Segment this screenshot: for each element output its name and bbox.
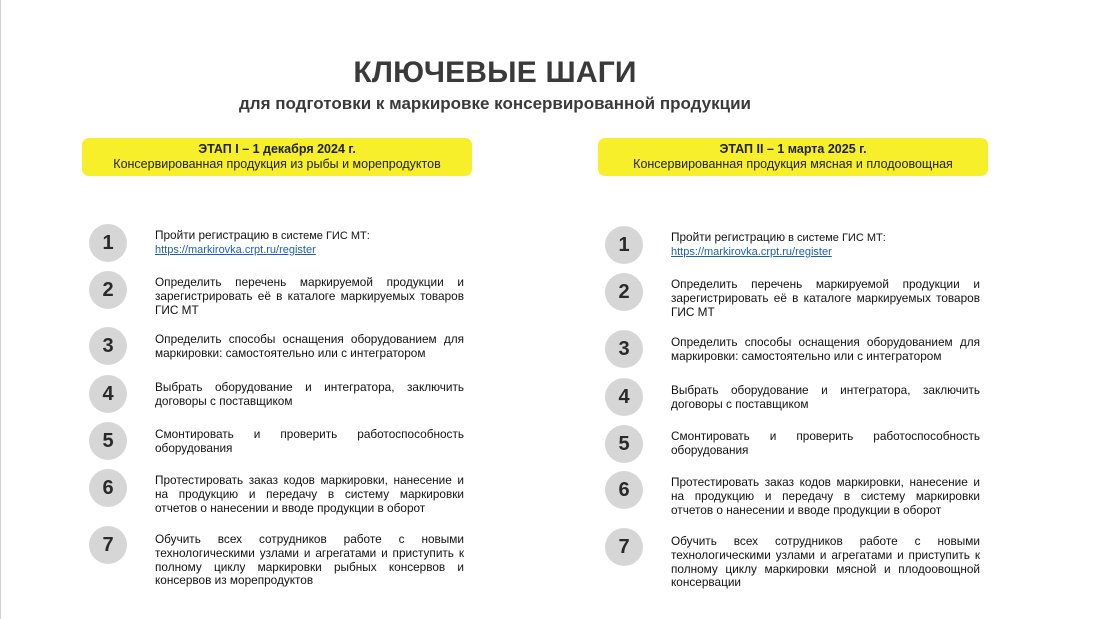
stage-2-subtitle: Консервированная продукция мясная и плодоовощная xyxy=(633,157,953,171)
page-title: КЛЮЧЕВЫЕ ШАГИ xyxy=(353,56,637,89)
step-number-badge: 1 xyxy=(605,226,643,264)
stage-1-column xyxy=(82,138,472,588)
step-text xyxy=(671,231,980,260)
step-text: Смонтировать и проверить работоспособность оборудования xyxy=(155,427,464,455)
step-number-badge: 1 xyxy=(89,224,127,262)
stage-2-column xyxy=(598,138,988,590)
step-text: Определить перечень маркируемой продукции и зарегистрировать её в каталоге маркируемых товаров ГИС МТ xyxy=(671,277,980,319)
stage-1-subtitle: Консервированная продукция из рыбы и морепродуктов xyxy=(113,157,441,171)
step-number-badge: 3 xyxy=(605,330,643,368)
stage-1-header xyxy=(82,138,472,176)
step-text-main: Пройти регистрацию xyxy=(671,230,786,244)
step-text: Выбрать оборудование и интегратора, заключить договоры с поставщиком xyxy=(671,383,980,411)
step-number-badge: 7 xyxy=(89,526,127,564)
stage-2-title: ЭТАП II – 1 марта 2025 г. xyxy=(719,142,867,156)
step-number-badge: 7 xyxy=(605,528,643,566)
stage-2-header xyxy=(598,138,988,176)
step-text: Определить способы оснащения оборудованием для маркировки: самостоятельно или с интегратором xyxy=(155,332,464,360)
step-text: Протестировать заказ кодов маркировки, нанесение и на продукцию и передачу в систему маркировки отчетов о нанесении и вводе продукции в оборот xyxy=(155,473,464,515)
step-number-badge: 6 xyxy=(605,471,643,509)
step-number-badge: 6 xyxy=(89,469,127,507)
step-text: Определить перечень маркируемой продукции и зарегистрировать её в каталоге маркируемых товаров ГИС МТ xyxy=(155,275,464,317)
step-text: Протестировать заказ кодов маркировки, нанесение и на продукцию и передачу в систему маркировки отчетов о нанесении и вводе продукции в оборот xyxy=(671,475,980,517)
step-text-small: в системе ГИС МТ: xyxy=(269,230,370,242)
step-number-badge: 5 xyxy=(89,422,127,460)
step-text-small: в системе ГИС МТ: xyxy=(785,232,886,244)
register-link[interactable]: https://markirovka.crpt.ru/register xyxy=(155,243,316,256)
step-text: Обучить всех сотрудников работе с новыми технологическими узлами и агрегатами и приступить к полному циклу маркировки мясной и плодоовощной консервации xyxy=(671,534,980,590)
step-text-main: Пройти регистрацию xyxy=(155,228,270,242)
step-text: Смонтировать и проверить работоспособность оборудования xyxy=(671,429,980,457)
step-number-badge: 2 xyxy=(89,271,127,309)
step-text: Обучить всех сотрудников работе с новыми технологическими узлами и агрегатами и приступить к полному циклу маркировки рыбных консервов и консервов из морепродуктов xyxy=(155,532,464,588)
step-text: Выбрать оборудование и интегратора, заключить договоры с поставщиком xyxy=(155,380,464,408)
step-number-badge: 4 xyxy=(605,378,643,416)
step-text xyxy=(155,229,464,258)
step-number-badge: 4 xyxy=(89,375,127,413)
register-link[interactable]: https://markirovka.crpt.ru/register xyxy=(671,245,832,258)
step-number-badge: 3 xyxy=(89,327,127,365)
stage-1-title: ЭТАП I – 1 декабря 2024 г. xyxy=(198,142,356,156)
step-number-badge: 5 xyxy=(605,425,643,463)
step-text: Определить способы оснащения оборудованием для маркировки: самостоятельно или с интегратором xyxy=(671,335,980,363)
page-subtitle: для подготовки к маркировке консервированной продукции xyxy=(239,94,751,113)
step-number-badge: 2 xyxy=(605,273,643,311)
page-edge-line xyxy=(0,0,1,619)
